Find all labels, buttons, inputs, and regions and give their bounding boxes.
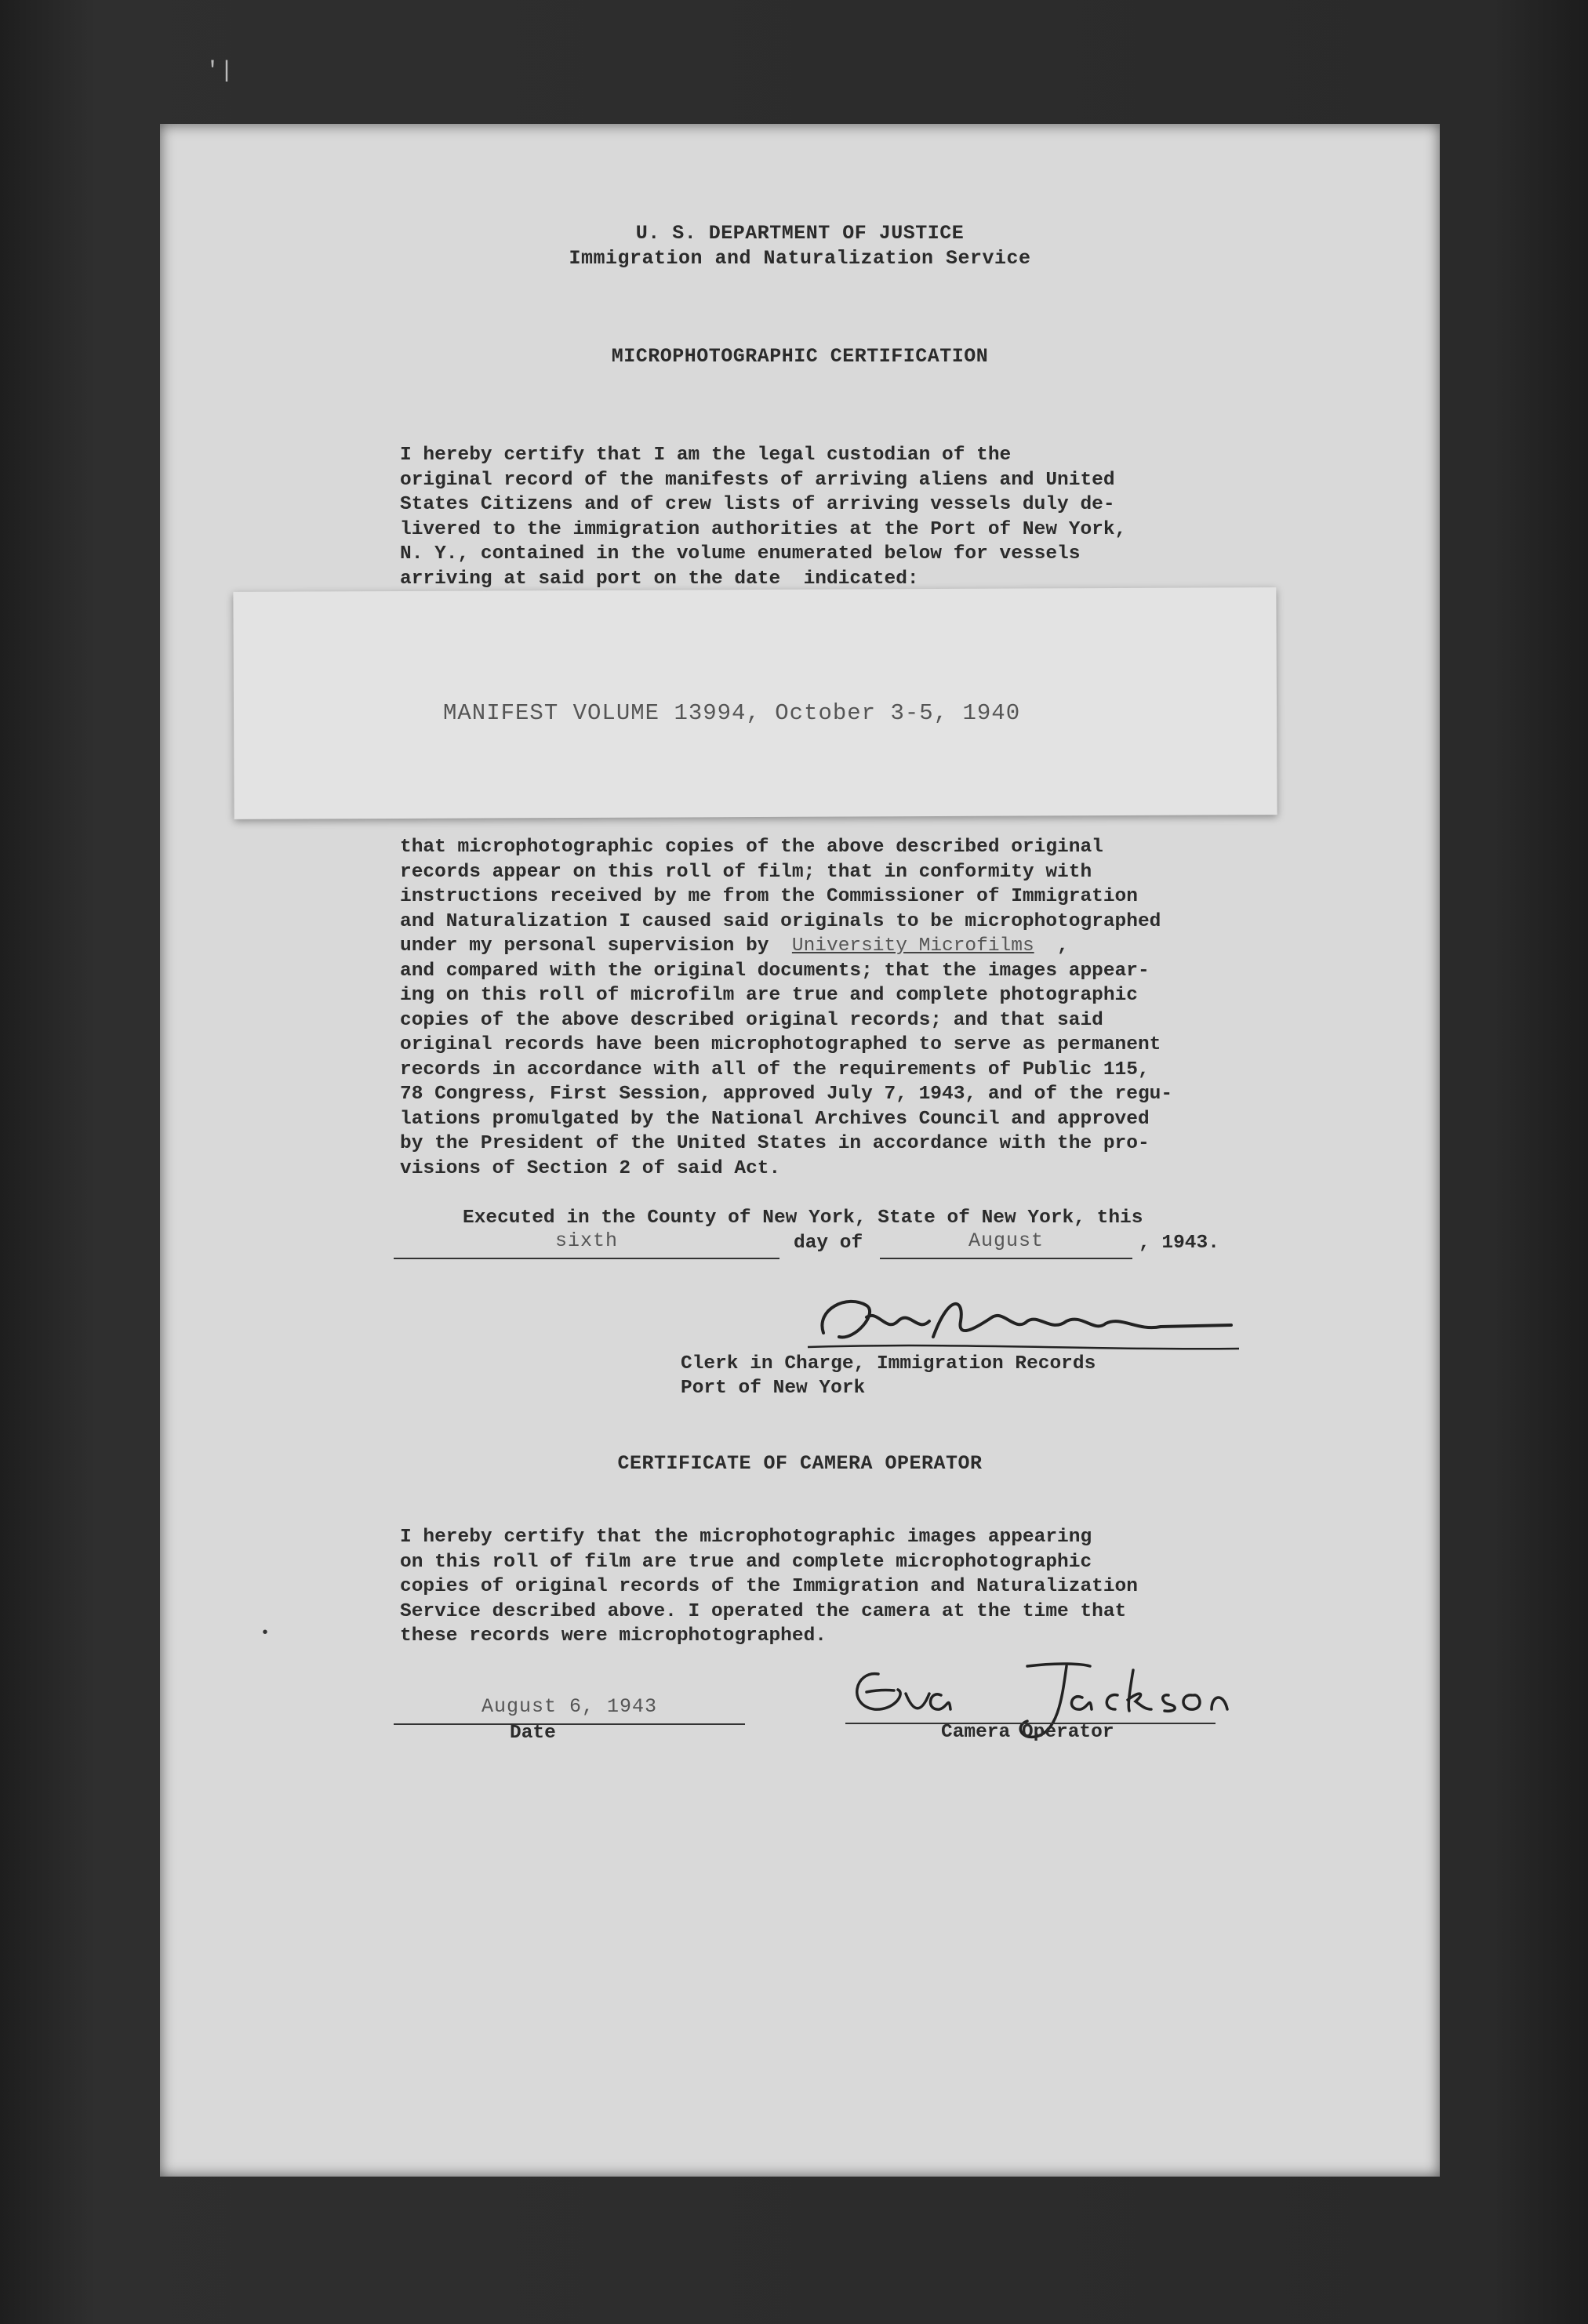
document-title: MICROPHOTOGRAPHIC CERTIFICATION [611,345,989,368]
date-field: August 6, 1943 [394,1695,745,1725]
service-heading: Immigration and Naturalization Service [569,247,1031,270]
camera-certificate-title: CERTIFICATE OF CAMERA OPERATOR [617,1452,983,1475]
year-label: , 1943. [1139,1233,1219,1254]
department-heading: U. S. DEPARTMENT OF JUSTICE [635,222,965,245]
certification-body-part1: that microphotographic copies of the above described original records appear on this roll of film; that in conformity with instructions received by me from the Commissioner of Immigration and Naturalization I caused said originals to be microphotographed under my personal supervision by [400,837,1161,957]
camera-certificate-text: I hereby certify that the microphotographic images appearing on this roll of film are true and complete microphotographic copies of original records of the Immigration and Naturalization Service described above. I operated the camera at the time that these records were microphotographed. [400,1527,1138,1647]
microfilm-company: University Microfilms [791,935,1034,957]
month-field: August [880,1229,1132,1259]
clerk-title: Clerk in Charge, Immigration Records Port of New York [681,1353,1096,1399]
day-of-label: day of [794,1233,863,1254]
day-field: sixth [394,1229,779,1259]
date-label: Date [510,1723,556,1744]
certification-body-part2: , and compared with the original documents; that the images appear- ing on this roll of microfilm are true and complete photographic copies of the above described original records; and that said original records have been microphotographed to serve as permanent records in accordance with all of the requirements of Public 115, 78 Congress, First Session, approved July 7, 1943, and of the regu- lations promulgated by the National Archives Council and approved by the President of the United States in accordance with the pro- visions of Section 2 of said Act. [400,935,1173,1179]
executed-statement: Executed in the County of New York, State of New York, this [463,1207,1143,1229]
camera-operator-label: Camera Operator [941,1722,1114,1743]
certification-intro: I hereby certify that I am the legal custodian of the original record of the manifests of arriving aliens and United States Citizens and of crew lists of arriving vessels duly de- livered to the immigration authorities at the Port of New York, N. Y., contained in the volume enumerated below for vessels arriving at said port on the date indicated: [400,445,1127,590]
manifest-volume-text: MANIFEST VOLUME 13994, October 3-5, 1940 [443,700,1021,726]
film-mark: '| [205,58,234,85]
certification-body [400,835,1216,1181]
speck-mark: • [260,1625,271,1643]
